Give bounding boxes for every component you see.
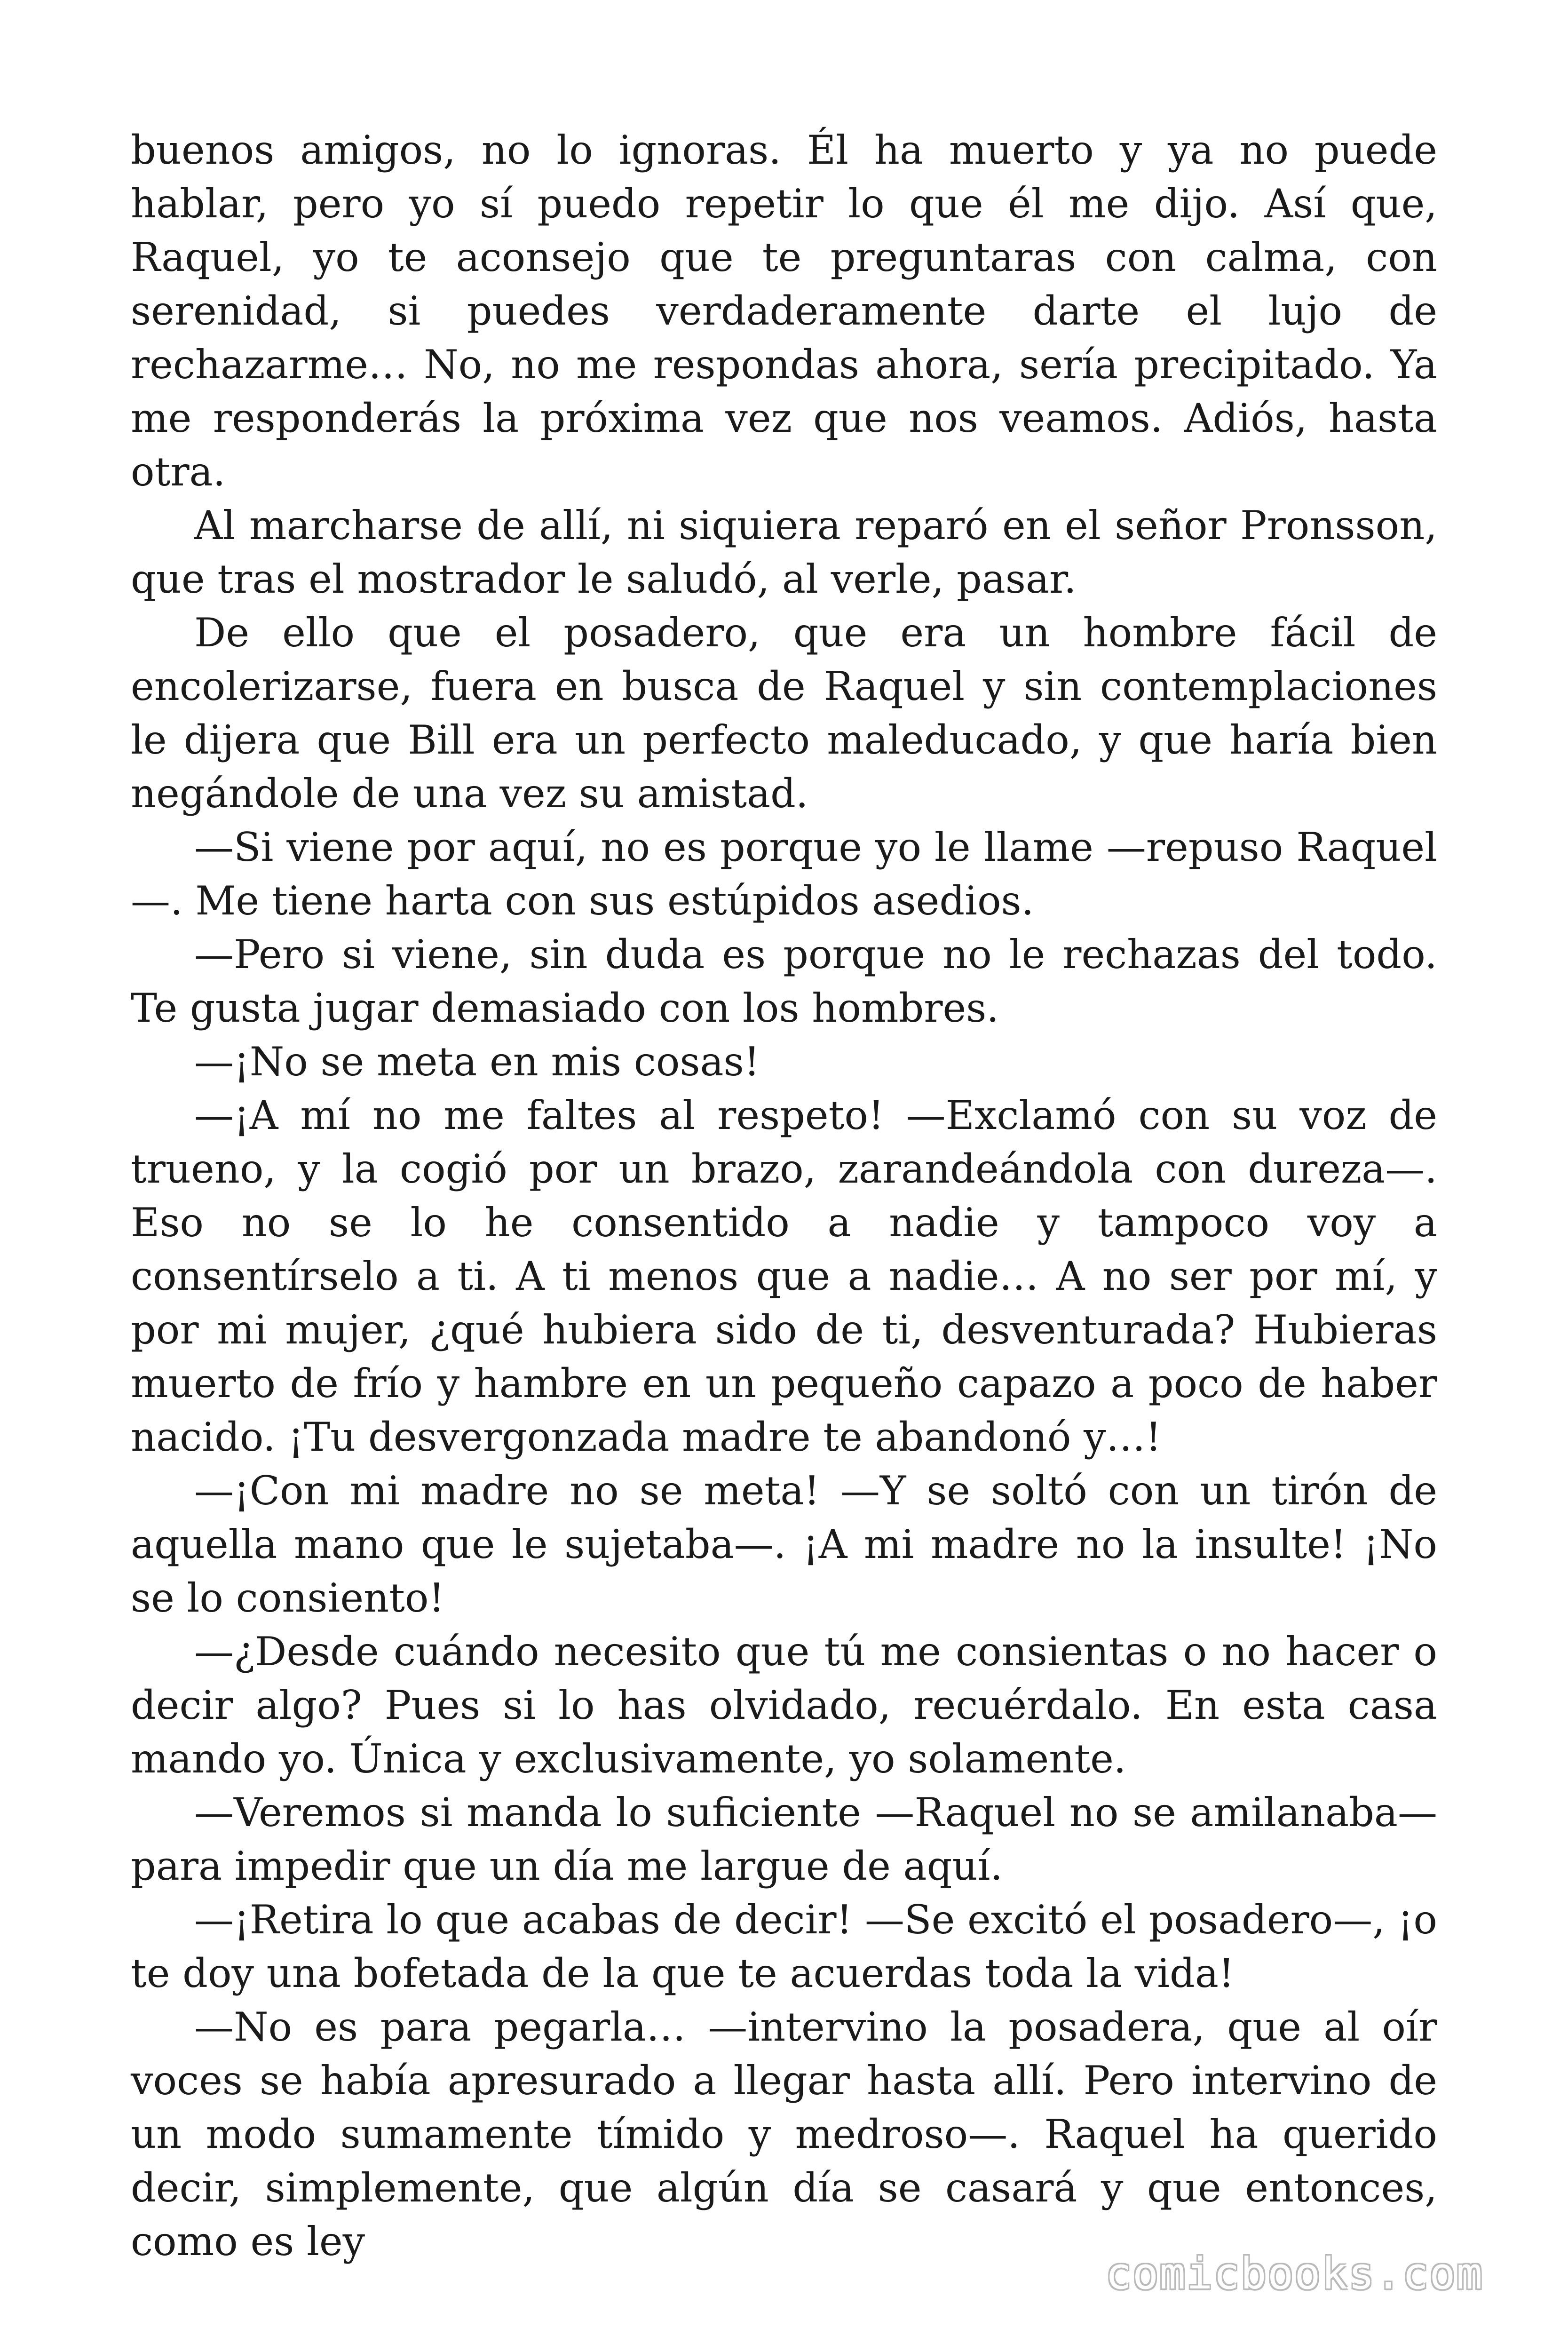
paragraph: —Si viene por aquí, no es porque yo le llame —repuso Raquel—. Me tiene harta con sus estúpidos asedios. xyxy=(131,824,1437,924)
paragraph: —¿Desde cuándo necesito que tú me consientas o no hacer o decir algo? Pues si lo has olvidado, recuérdalo. En esta casa mando yo. Única y exclusivamente, yo solamente. xyxy=(131,1629,1437,1782)
paragraph: Al marcharse de allí, ni siquiera reparó en el señor Pronsson, que tras el mostrador le saludó, al verle, pasar. xyxy=(131,502,1437,602)
paragraph: —¡Retira lo que acabas de decir! —Se excitó el posadero—, ¡o te doy una bofetada de la que te acuerdas toda la vida! xyxy=(131,1897,1437,1996)
paragraph: —No es para pegarla… —intervino la posadera, que al oír voces se había apresurado a llegar hasta allí. Pero intervino de un modo sumamente tímido y medroso—. Raquel ha querido decir, simplemente, que algún día se casará y que entonces, como es ley xyxy=(131,2004,1437,2265)
paragraph: —¡No se meta en mis cosas! xyxy=(194,1039,760,1085)
paragraph: —Veremos si manda lo suficiente —Raquel no se amilanaba— para impedir que un día me largue de aquí. xyxy=(131,1789,1437,1889)
watermark: comicbooks.com xyxy=(1105,2249,1483,2299)
paragraph: buenos amigos, no lo ignoras. Él ha muerto y ya no puede hablar, pero yo sí puedo repetir lo que él me dijo. Así que, Raquel, yo te aconsejo que te preguntaras con calma, con serenidad, si puedes verdaderamente darte el lujo de rechazarme… No, no me respondas ahora, sería precipitado. Ya me responderás la próxima vez que nos veamos. Adiós, hasta otra. xyxy=(131,127,1437,495)
paragraph: De ello que el posadero, que era un hombre fácil de encolerizarse, fuera en busca de Raquel y sin contemplaciones le dijera que Bill era un perfecto maleducado, y que haría bien negándole de una vez su amistad. xyxy=(131,610,1437,817)
paragraph: —Pero si viene, sin duda es porque no le rechazas del todo. Te gusta jugar demasiado con los hombres. xyxy=(131,931,1437,1031)
page-body-text xyxy=(131,123,1437,2268)
paragraph: —¡Con mi madre no se meta! —Y se soltó con un tirón de aquella mano que le sujetaba—. ¡A mi madre no la insulte! ¡No se lo consiento! xyxy=(131,1468,1437,1621)
paragraph: —¡A mí no me faltes al respeto! —Exclamó con su voz de trueno, y la cogió por un brazo, zarandeándola con dureza—. Eso no se lo he consentido a nadie y tampoco voy a consentírselo a ti. A ti menos que a nadie… A no ser por mí, y por mi mujer, ¿qué hubiera sido de ti, desventurada? Hubieras muerto de frío y hambre en un pequeño capazo a poco de haber nacido. ¡Tu desvergonzada madre te abandonó y…! xyxy=(131,1092,1437,1460)
